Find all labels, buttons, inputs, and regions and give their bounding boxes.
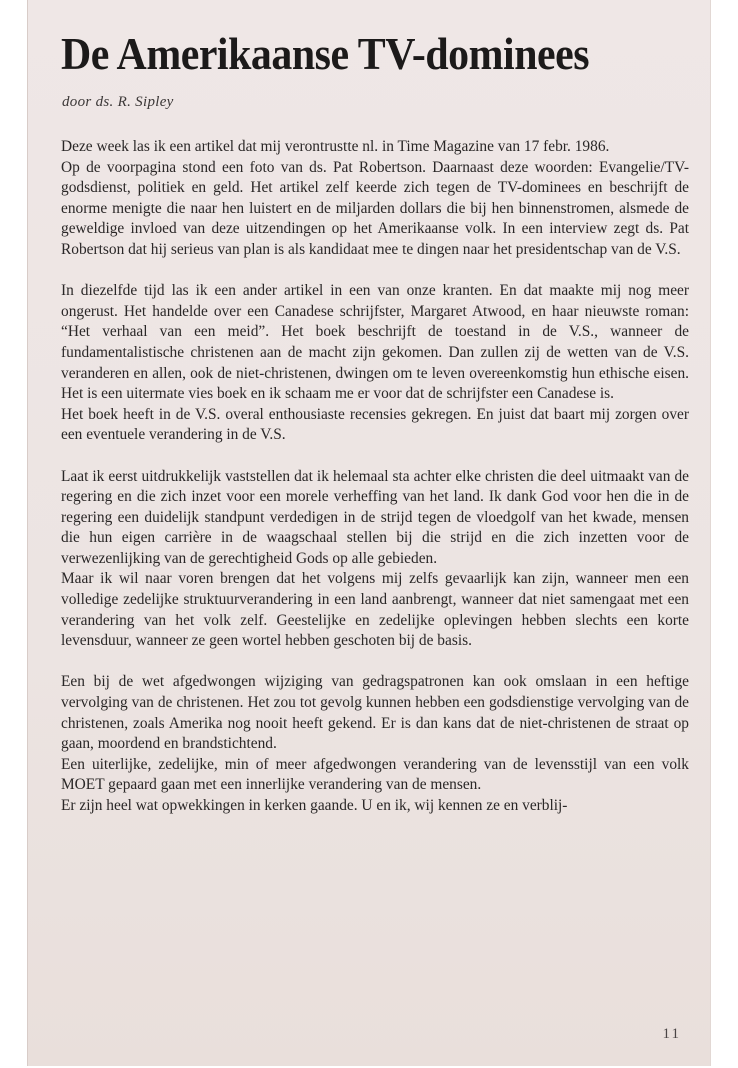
paragraph-4: Het boek heeft in de V.S. overal enthousiaste recensies gekregen. En juist dat baart mij zorgen over een eventuele verandering in de V.S. — [61, 405, 689, 444]
article-body — [61, 137, 689, 817]
paragraph-7: Een bij de wet afgedwongen wijziging van gedragspatronen kan ook omslaan in een heftige vervolging van de christenen. Het zou tot gevolg kunnen hebben een godsdienstige vervolging van de christenen, zoals Amerika nog nooit heeft gekend. Er is dan kans dat de niet-christenen de straat op gaan, moordend en brandstichtend. — [61, 673, 689, 753]
paragraph-6: Maar ik wil naar voren brengen dat het volgens mij zelfs gevaarlijk kan zijn, wanneer men een volledige zedelijke struktuurverandering in een land aanbrengt, wanneer dat niet samengaat met een verandering van het volk zelf. Geestelijke en zedelijke oplevingen hebben slechts een korte levensduur, wanneer ze geen wortel hebben geschoten bij de basis. — [61, 570, 689, 650]
paragraph-1: Deze week las ik een artikel dat mij verontrustte nl. in Time Magazine van 17 febr. 1986. — [61, 138, 610, 155]
article-title: De Amerikaanse TV-dominees — [61, 29, 590, 79]
paragraph-8: Een uiterlijke, zedelijke, min of meer afgedwongen verandering van de levensstijl van een volk MOET gepaard gaan met een innerlijke verandering van de mensen. — [61, 755, 689, 794]
paragraph-9: Er zijn heel wat opwekkingen in kerken gaande. U en ik, wij kennen ze en verblij- — [61, 797, 568, 814]
document-page — [27, 0, 711, 1066]
paragraph-2: Op de voorpagina stond een foto van ds. Pat Robertson. Daarnaast deze woorden: Evangelie/TV-godsdienst, politiek en geld. Het artikel zelf keerde zich tegen de TV-dominees en beschrijft de enorme menigte die naar hen luistert en de miljarden dollars die bij hen binnenstromen, alsmede de geweldige invloed van deze uitzendingen op het Amerikaanse volk. In een interview zegt ds. Pat Robertson dat hij serieus van plan is als kandidaat mee te dingen naar het presidentschap van de V.S. — [61, 158, 689, 258]
paragraph-5: Laat ik eerst uitdrukkelijk vaststellen dat ik helemaal sta achter elke christen die deel uitmaakt van de regering en die zich inzet voor een morele verheffing van het land. Ik dank God voor hen die in de regering een duidelijk standpunt verdedigen in de strijd tegen de vloedgolf van het kwade, mensen die hun eigen carrière in de waagschaal stellen bij die strijd en die zich inzetten voor de verwezenlijking van de gerechtigheid Gods op alle gebieden. — [61, 467, 689, 567]
paragraph-3: In diezelfde tijd las ik een ander artikel in een van onze kranten. En dat maakte mij nog meer ongerust. Het handelde over een Canadese schrijfster, Margaret Atwood, en haar nieuwste roman: “Het verhaal van een meid”. Het boek beschrijft de toestand in de V.S., wanneer de fundamentalistische christenen aan de macht zijn gekomen. Dan zullen zij de wetten van de V.S. veranderen en allen, ook de niet-christenen, dwingen om te leven overeenkomstig hun ethische eisen. Het is een uitermate vies boek en ik schaam me er voor dat de schrijfster een Canadese is. — [61, 282, 689, 403]
page-number: 11 — [662, 1026, 681, 1042]
author-byline: door ds. R. Sipley — [62, 94, 174, 110]
